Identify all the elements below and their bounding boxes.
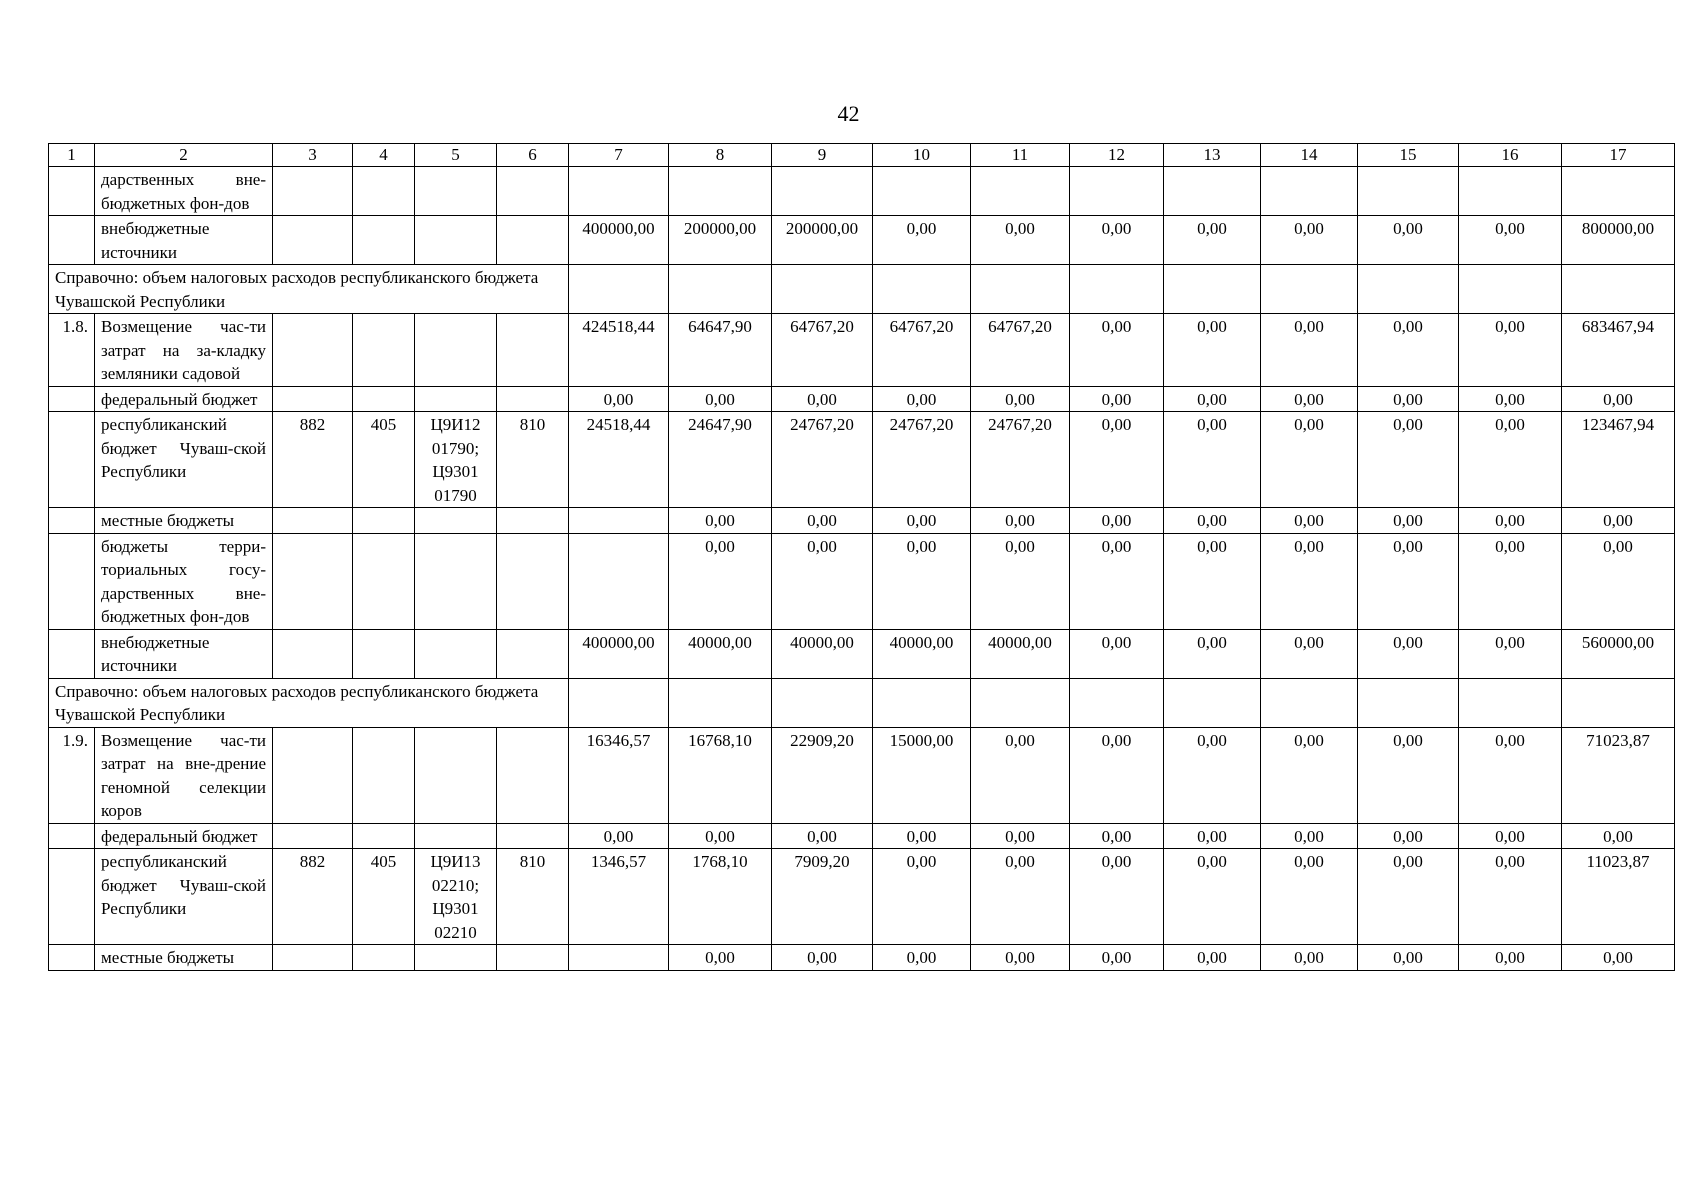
value-cell: 24767,20 <box>772 412 873 508</box>
value-cell: 0,00 <box>1459 386 1562 412</box>
value-cell: 0,00 <box>1070 412 1164 508</box>
code-cell: Ц9И13 02210; Ц9301 02210 <box>415 849 497 945</box>
value-cell: 0,00 <box>1261 386 1358 412</box>
value-cell <box>971 167 1070 216</box>
value-cell: 24767,20 <box>873 412 971 508</box>
value-cell: 40000,00 <box>971 629 1070 678</box>
code-cell <box>273 823 353 849</box>
row-name: внебюджетные источники <box>95 629 273 678</box>
code-cell <box>497 167 569 216</box>
value-cell <box>1261 167 1358 216</box>
value-cell: 0,00 <box>669 533 772 629</box>
row-name: федеральный бюджет <box>95 386 273 412</box>
code-cell <box>415 727 497 823</box>
value-cell: 200000,00 <box>772 216 873 265</box>
code-cell <box>415 508 497 534</box>
code-cell <box>353 386 415 412</box>
table-cell <box>1070 265 1164 314</box>
row-index <box>49 823 95 849</box>
table-row <box>49 849 1675 945</box>
value-cell: 0,00 <box>669 508 772 534</box>
value-cell: 0,00 <box>1459 945 1562 971</box>
value-cell: 0,00 <box>1164 629 1261 678</box>
code-cell <box>353 629 415 678</box>
value-cell: 40000,00 <box>873 629 971 678</box>
value-cell <box>1070 167 1164 216</box>
value-cell: 0,00 <box>873 849 971 945</box>
value-cell: 64767,20 <box>971 314 1070 387</box>
value-cell: 0,00 <box>1261 945 1358 971</box>
column-header-2: 2 <box>95 144 273 167</box>
value-cell: 16346,57 <box>569 727 669 823</box>
code-cell <box>353 314 415 387</box>
code-cell <box>353 823 415 849</box>
value-cell: 64647,90 <box>669 314 772 387</box>
column-header-14: 14 <box>1261 144 1358 167</box>
value-cell: 0,00 <box>1562 386 1675 412</box>
code-cell <box>497 216 569 265</box>
table-cell <box>1261 678 1358 727</box>
column-header-9: 9 <box>772 144 873 167</box>
reference-row <box>49 678 1675 727</box>
code-cell <box>415 945 497 971</box>
column-header-4: 4 <box>353 144 415 167</box>
code-cell <box>353 508 415 534</box>
table-cell <box>569 265 669 314</box>
code-cell <box>415 823 497 849</box>
value-cell: 0,00 <box>1164 727 1261 823</box>
value-cell: 0,00 <box>1459 629 1562 678</box>
value-cell: 0,00 <box>873 386 971 412</box>
table-row <box>49 823 1675 849</box>
value-cell: 0,00 <box>971 727 1070 823</box>
reference-note: Справочно: объем налоговых расходов республиканского бюджета Чувашской Республики <box>49 265 569 314</box>
code-cell <box>353 167 415 216</box>
value-cell: 0,00 <box>569 823 669 849</box>
value-cell: 0,00 <box>1164 823 1261 849</box>
code-cell: 405 <box>353 412 415 508</box>
value-cell: 0,00 <box>971 533 1070 629</box>
value-cell: 0,00 <box>1070 386 1164 412</box>
table-cell <box>1164 265 1261 314</box>
value-cell: 0,00 <box>1070 314 1164 387</box>
value-cell: 24767,20 <box>971 412 1070 508</box>
table-cell <box>873 678 971 727</box>
value-cell: 0,00 <box>971 849 1070 945</box>
code-cell <box>353 727 415 823</box>
table-cell <box>1459 678 1562 727</box>
row-index <box>49 216 95 265</box>
table-cell <box>1459 265 1562 314</box>
value-cell: 0,00 <box>971 216 1070 265</box>
code-cell: Ц9И12 01790; Ц9301 01790 <box>415 412 497 508</box>
value-cell: 40000,00 <box>669 629 772 678</box>
row-index: 1.9. <box>49 727 95 823</box>
row-index: 1.8. <box>49 314 95 387</box>
value-cell: 0,00 <box>1459 823 1562 849</box>
code-cell <box>497 386 569 412</box>
value-cell: 11023,87 <box>1562 849 1675 945</box>
value-cell: 0,00 <box>873 216 971 265</box>
value-cell: 16768,10 <box>669 727 772 823</box>
code-cell <box>273 533 353 629</box>
value-cell: 0,00 <box>1358 727 1459 823</box>
value-cell: 24518,44 <box>569 412 669 508</box>
code-cell: 405 <box>353 849 415 945</box>
value-cell <box>1459 167 1562 216</box>
value-cell: 0,00 <box>1459 533 1562 629</box>
value-cell: 0,00 <box>1261 508 1358 534</box>
value-cell: 0,00 <box>1459 508 1562 534</box>
row-index <box>49 386 95 412</box>
value-cell: 0,00 <box>1358 629 1459 678</box>
code-cell <box>497 314 569 387</box>
code-cell <box>415 216 497 265</box>
code-cell <box>353 533 415 629</box>
value-cell: 560000,00 <box>1562 629 1675 678</box>
code-cell <box>273 727 353 823</box>
code-cell <box>497 823 569 849</box>
row-index <box>49 945 95 971</box>
value-cell: 0,00 <box>1358 849 1459 945</box>
value-cell: 7909,20 <box>772 849 873 945</box>
value-cell: 200000,00 <box>669 216 772 265</box>
value-cell: 0,00 <box>1358 508 1459 534</box>
value-cell: 64767,20 <box>873 314 971 387</box>
value-cell: 0,00 <box>772 945 873 971</box>
table-cell <box>1070 678 1164 727</box>
value-cell: 0,00 <box>1164 216 1261 265</box>
code-cell: 810 <box>497 412 569 508</box>
value-cell <box>569 167 669 216</box>
value-cell: 0,00 <box>1261 412 1358 508</box>
value-cell: 0,00 <box>1358 945 1459 971</box>
value-cell <box>873 167 971 216</box>
value-cell: 22909,20 <box>772 727 873 823</box>
code-cell <box>273 508 353 534</box>
value-cell: 0,00 <box>1459 727 1562 823</box>
row-name: дарственных вне-бюджетных фон-дов <box>95 167 273 216</box>
table-cell <box>1562 265 1675 314</box>
value-cell: 0,00 <box>772 533 873 629</box>
column-header-12: 12 <box>1070 144 1164 167</box>
value-cell: 0,00 <box>1070 727 1164 823</box>
value-cell: 0,00 <box>1164 386 1261 412</box>
value-cell <box>772 167 873 216</box>
row-index <box>49 849 95 945</box>
value-cell: 0,00 <box>772 508 873 534</box>
table-cell <box>1164 678 1261 727</box>
table-body <box>49 144 1675 971</box>
code-cell <box>273 216 353 265</box>
value-cell: 64767,20 <box>772 314 873 387</box>
value-cell: 0,00 <box>1459 216 1562 265</box>
value-cell: 0,00 <box>1562 533 1675 629</box>
value-cell: 0,00 <box>873 945 971 971</box>
value-cell: 0,00 <box>1358 412 1459 508</box>
code-cell <box>353 945 415 971</box>
value-cell <box>1164 167 1261 216</box>
value-cell <box>669 167 772 216</box>
row-name: местные бюджеты <box>95 945 273 971</box>
value-cell: 0,00 <box>1358 386 1459 412</box>
value-cell: 0,00 <box>569 386 669 412</box>
column-header-3: 3 <box>273 144 353 167</box>
code-cell <box>273 314 353 387</box>
code-cell <box>497 508 569 534</box>
table-row <box>49 945 1675 971</box>
table-cell <box>971 678 1070 727</box>
row-name: республиканский бюджет Чуваш-ской Республики <box>95 849 273 945</box>
value-cell: 0,00 <box>971 386 1070 412</box>
table-row <box>49 216 1675 265</box>
table-cell <box>772 265 873 314</box>
code-cell <box>273 945 353 971</box>
row-name: Возмещение час-ти затрат на за-кладку земляники садовой <box>95 314 273 387</box>
value-cell: 1346,57 <box>569 849 669 945</box>
code-cell: 810 <box>497 849 569 945</box>
value-cell: 0,00 <box>1261 727 1358 823</box>
table-row <box>49 167 1675 216</box>
column-header-8: 8 <box>669 144 772 167</box>
table-row <box>49 508 1675 534</box>
value-cell: 123467,94 <box>1562 412 1675 508</box>
value-cell: 0,00 <box>669 386 772 412</box>
value-cell: 71023,87 <box>1562 727 1675 823</box>
value-cell: 0,00 <box>873 823 971 849</box>
code-cell: 882 <box>273 412 353 508</box>
value-cell: 800000,00 <box>1562 216 1675 265</box>
code-cell <box>415 386 497 412</box>
column-header-16: 16 <box>1459 144 1562 167</box>
table-cell <box>971 265 1070 314</box>
row-index <box>49 533 95 629</box>
value-cell <box>1562 167 1675 216</box>
value-cell: 0,00 <box>1562 945 1675 971</box>
column-header-6: 6 <box>497 144 569 167</box>
column-number-row <box>49 144 1675 167</box>
code-cell <box>497 945 569 971</box>
row-name: Возмещение час-ти затрат на вне-дрение геномной селекции коров <box>95 727 273 823</box>
value-cell: 24647,90 <box>669 412 772 508</box>
value-cell: 0,00 <box>971 508 1070 534</box>
table-row <box>49 386 1675 412</box>
table-row <box>49 533 1675 629</box>
value-cell: 0,00 <box>1459 314 1562 387</box>
table-row <box>49 629 1675 678</box>
column-header-15: 15 <box>1358 144 1459 167</box>
code-cell <box>273 629 353 678</box>
table-row <box>49 727 1675 823</box>
value-cell <box>569 945 669 971</box>
value-cell: 0,00 <box>1358 216 1459 265</box>
value-cell: 0,00 <box>669 945 772 971</box>
value-cell: 0,00 <box>1261 314 1358 387</box>
value-cell: 0,00 <box>1070 823 1164 849</box>
value-cell: 0,00 <box>1070 216 1164 265</box>
row-name: республиканский бюджет Чуваш-ской Республики <box>95 412 273 508</box>
table-cell <box>669 265 772 314</box>
code-cell <box>415 314 497 387</box>
value-cell: 0,00 <box>971 945 1070 971</box>
table-cell <box>1358 265 1459 314</box>
value-cell: 0,00 <box>1164 314 1261 387</box>
row-name: внебюджетные источники <box>95 216 273 265</box>
reference-row <box>49 265 1675 314</box>
table-cell <box>1562 678 1675 727</box>
value-cell: 0,00 <box>971 823 1070 849</box>
code-cell <box>415 533 497 629</box>
value-cell: 0,00 <box>1261 533 1358 629</box>
column-header-10: 10 <box>873 144 971 167</box>
value-cell: 0,00 <box>669 823 772 849</box>
value-cell: 0,00 <box>1070 508 1164 534</box>
value-cell <box>569 533 669 629</box>
code-cell <box>497 727 569 823</box>
table-cell <box>669 678 772 727</box>
code-cell <box>273 167 353 216</box>
row-index <box>49 508 95 534</box>
row-index <box>49 412 95 508</box>
table-cell <box>569 678 669 727</box>
value-cell: 0,00 <box>1164 945 1261 971</box>
value-cell: 0,00 <box>1164 508 1261 534</box>
column-header-1: 1 <box>49 144 95 167</box>
row-name: федеральный бюджет <box>95 823 273 849</box>
column-header-5: 5 <box>415 144 497 167</box>
column-header-17: 17 <box>1562 144 1675 167</box>
row-index <box>49 167 95 216</box>
value-cell: 0,00 <box>1070 533 1164 629</box>
value-cell: 400000,00 <box>569 216 669 265</box>
value-cell: 683467,94 <box>1562 314 1675 387</box>
value-cell: 15000,00 <box>873 727 971 823</box>
value-cell: 400000,00 <box>569 629 669 678</box>
reference-note: Справочно: объем налоговых расходов республиканского бюджета Чувашской Республики <box>49 678 569 727</box>
code-cell <box>497 629 569 678</box>
value-cell: 0,00 <box>1261 849 1358 945</box>
value-cell: 0,00 <box>1261 629 1358 678</box>
value-cell: 0,00 <box>873 508 971 534</box>
value-cell: 424518,44 <box>569 314 669 387</box>
row-name: местные бюджеты <box>95 508 273 534</box>
value-cell: 0,00 <box>1459 412 1562 508</box>
code-cell <box>497 533 569 629</box>
value-cell: 40000,00 <box>772 629 873 678</box>
value-cell: 0,00 <box>772 386 873 412</box>
code-cell: 882 <box>273 849 353 945</box>
value-cell: 0,00 <box>1070 945 1164 971</box>
row-index <box>49 629 95 678</box>
code-cell <box>273 386 353 412</box>
value-cell: 0,00 <box>1358 314 1459 387</box>
column-header-11: 11 <box>971 144 1070 167</box>
page-number: 42 <box>837 101 860 126</box>
value-cell: 0,00 <box>1358 533 1459 629</box>
code-cell <box>415 629 497 678</box>
value-cell: 0,00 <box>1562 508 1675 534</box>
value-cell: 0,00 <box>1562 823 1675 849</box>
value-cell: 0,00 <box>1261 216 1358 265</box>
value-cell: 0,00 <box>1358 823 1459 849</box>
column-header-13: 13 <box>1164 144 1261 167</box>
column-header-7: 7 <box>569 144 669 167</box>
table-row <box>49 412 1675 508</box>
value-cell: 0,00 <box>1070 849 1164 945</box>
value-cell: 1768,10 <box>669 849 772 945</box>
table-cell <box>1358 678 1459 727</box>
code-cell <box>415 167 497 216</box>
code-cell <box>353 216 415 265</box>
value-cell: 0,00 <box>1164 533 1261 629</box>
value-cell: 0,00 <box>1070 629 1164 678</box>
table-cell <box>1261 265 1358 314</box>
value-cell: 0,00 <box>1164 849 1261 945</box>
value-cell <box>1358 167 1459 216</box>
row-name: бюджеты терри-ториальных госу-дарственных вне-бюджетных фон-дов <box>95 533 273 629</box>
value-cell: 0,00 <box>1261 823 1358 849</box>
budget-table <box>48 143 1675 971</box>
table-cell <box>873 265 971 314</box>
table-row <box>49 314 1675 387</box>
value-cell: 0,00 <box>873 533 971 629</box>
value-cell <box>569 508 669 534</box>
table-cell <box>772 678 873 727</box>
value-cell: 0,00 <box>1164 412 1261 508</box>
value-cell: 0,00 <box>1459 849 1562 945</box>
value-cell: 0,00 <box>772 823 873 849</box>
